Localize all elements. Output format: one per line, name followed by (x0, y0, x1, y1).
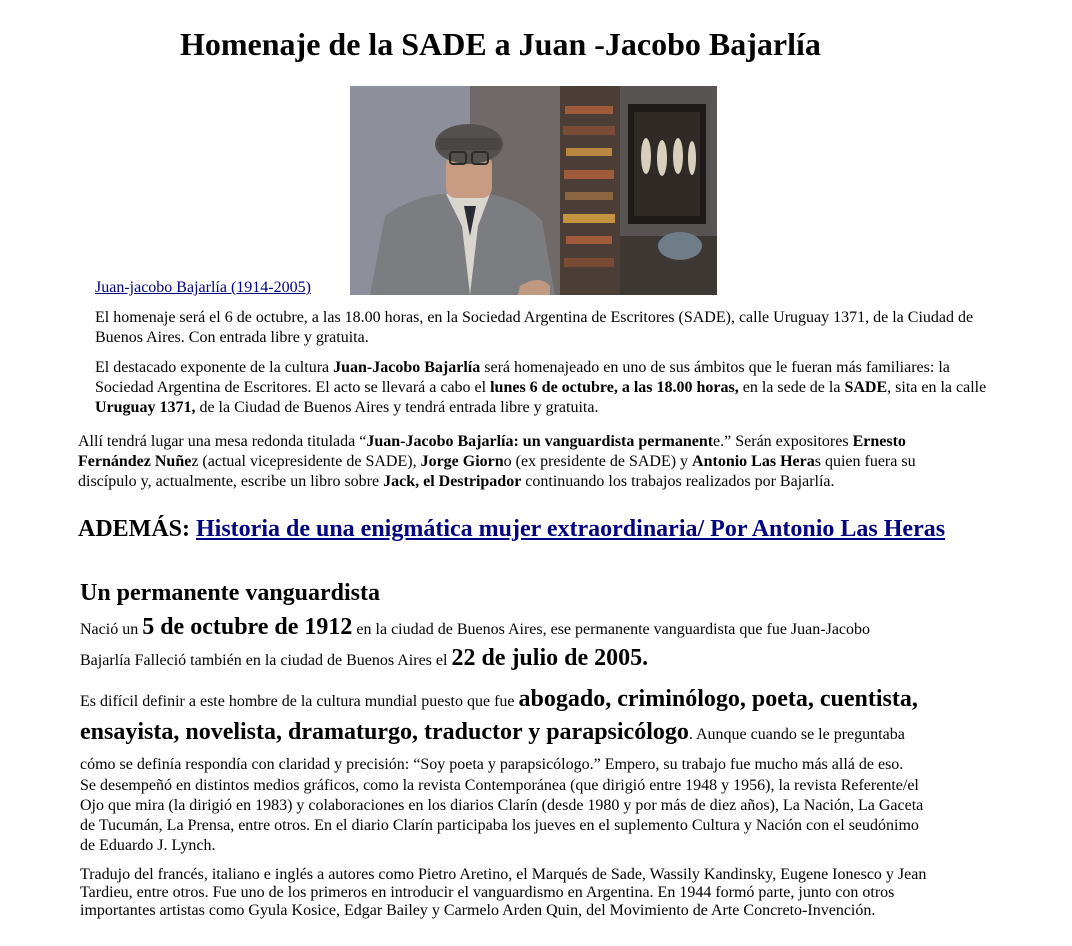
bio-death-line: Bajarlía Falleció también en la ciudad de Buenos Aires el 22 de julio de 2005. (80, 645, 649, 671)
ademas-heading (78, 514, 945, 544)
photo-caption-link[interactable]: Juan-jacobo Bajarlía (1914-2005) (95, 279, 311, 296)
ademas-article-link[interactable]: Historia de una enigmática mujer extraordinaria/ Por Antonio Las Heras (196, 516, 946, 542)
bio-media-paragraph: Se desempeñó en distintos medios gráficos, como la revista Contemporánea (que dirigió entre 1948 y 1956), la revista Referente/el Ojo que mira (la dirigió en 1983) y colaboraciones en los diarios Clarín (desde 1980 y por más de diez años), La Nación, La Gaceta de Tucumán, La Prensa, entre otros. En el diario Clarín participaba los jueves en el suplemento Cultura y Nación con el seudónimo de Eduardo J. Lynch. (80, 777, 924, 854)
bio-translations-paragraph: Tradujo del francés, italiano e inglés a autores como Pietro Aretino, el Marqués de Sade, Wassily Kandinsky, Eugene Ionesco y Jean Tardieu, entre otros. Fue uno de los primeros en introducir el vanguardismo en Argentina. En 1944 formó parte, junto con otros importantes artistas como Gyula Kosice, Edgar Bailey y Carmelo Arden Quin, del Movimiento de Arte Concreto-Invención. (80, 866, 927, 919)
bio-birth-line: Nació un 5 de octubre de 1912 en la ciudad de Buenos Aires, ese permanente vanguardista que fue Juan-Jacobo (80, 614, 871, 640)
bajarlia-photo (350, 86, 717, 295)
round-table-paragraph: Allí tendrá lugar una mesa redonda titulada “Juan-Jacobo Bajarlía: un vanguardista permanente.” Serán expositores Ernesto Fernández Nuñez (actual vicepresidente de SADE), Jorge Giorno (ex presidente de SADE) y Antonio Las Heras quien fuera su discípulo y, actualmente, escribe un libro sobre Jack, el Destripador continuando los trabajos realizados por Bajarlía. (78, 433, 916, 490)
ademas-label: ADEMÁS: (78, 516, 196, 542)
bio-professions-paragraph: Es difícil definir a este hombre de la cultura mundial puesto que fue abogado, criminólogo, poeta, cuentista, ensayista, novelista, dramaturgo, traductor y parapsicólogo. Aunque cuando se le preguntaba cómo se definía respondía con claridad y precisión: “Soy poeta y parapsicólogo.” Empero, su trabajo fue mucho más allá de eso. (80, 686, 918, 773)
event-paragraph: El homenaje será el 6 de octubre, a las 18.00 horas, en la Sociedad Argentina de Escritores (SADE), calle Uruguay 1371, de la Ciudad de Buenos Aires. Con entrada libre y gratuita. (95, 309, 974, 346)
section-title: Un permanente vanguardista (80, 580, 381, 606)
tribute-paragraph: El destacado exponente de la cultura Juan-Jacobo Bajarlía será homenajeado en uno de sus ámbitos que le fueran más familiares: la Sociedad Argentina de Escritores. El acto se llevará a cabo el lunes 6 de octubre, a las 18.00 horas, en la sede de la SADE, sita en la calle Uruguay 1371, de la Ciudad de Buenos Aires y tendrá entrada libre y gratuita. (95, 359, 987, 416)
page-title: Homenaje de la SADE a Juan -Jacobo Bajarlía (180, 26, 821, 62)
